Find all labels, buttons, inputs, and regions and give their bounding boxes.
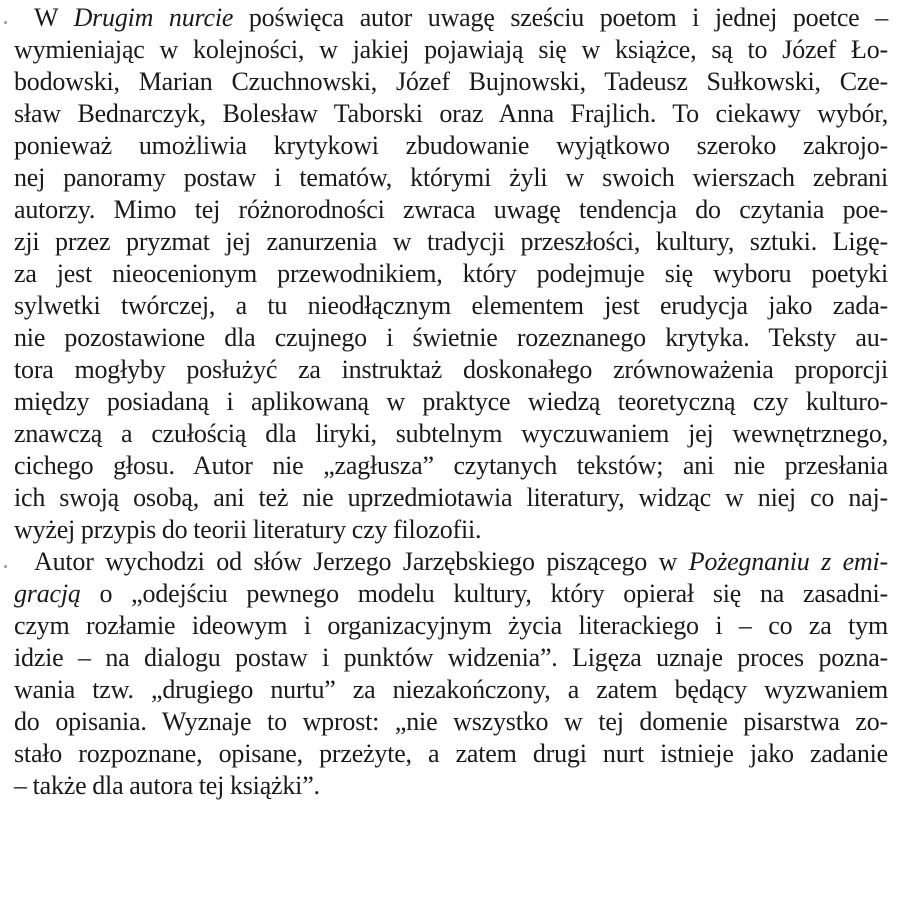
text-line: ich swoją osobą, ani też nie uprzedmiotawia literatury, widząc w niej co naj- [14, 483, 888, 512]
text-line: do opisania. Wyznaje to wprost: „nie wszystko w tej domenie pisarstwa zo- [14, 707, 888, 736]
text-span: o „odejściu pewnego modelu kultury, który opierał się na zasadni- [80, 579, 888, 608]
text-line: tora mogłyby posłużyć za instruktaż doskonałego zrównoważenia proporcji [14, 355, 888, 384]
text-line: – także dla autora tej książki”. [14, 771, 320, 800]
text-line: nej panoramy postaw i tematów, którymi żyli w swoich wierszach zebrani [14, 163, 888, 192]
margin-dot [4, 565, 7, 568]
text-line: stało rozpoznane, opisane, przeżyte, a zatem drugi nurt istnieje jako zadanie [14, 739, 888, 768]
text-line: idzie – na dialogu postaw i punktów widzenia”. Ligęza uznaje proces pozna- [14, 643, 888, 672]
text-line: sylwetki twórczej, a tu nieodłącznym elementem jest erudycja jako zada- [14, 291, 888, 320]
text-span: poświęca autor uwagę sześciu poetom i jednej poetce – [233, 3, 888, 32]
text-line: ponieważ umożliwia krytykowi zbudowanie wyjątkowo szeroko zakrojo- [14, 131, 888, 160]
paragraph [14, 546, 888, 802]
book-title: gracją [14, 579, 81, 608]
text-line: cichego głosu. Autor nie „zagłusza” czytanych tekstów; ani nie przesłania [14, 451, 888, 480]
text-line: autorzy. Mimo tej różnorodności zwraca uwagę tendencja do czytania poe- [14, 195, 888, 224]
text-line: sław Bednarczyk, Bolesław Taborski oraz Anna Frajlich. To ciekawy wybór, [14, 99, 888, 128]
text-line: wania tzw. „drugiego nurtu” za niezakończony, a zatem będący wyzwaniem [14, 675, 888, 704]
text-line: czym rozłamie ideowym i organizacyjnym życia literackiego i – co za tym [14, 611, 888, 640]
text-line: za jest nieocenionym przewodnikiem, który podejmuje się wyboru poetyki [14, 259, 888, 288]
text-line: bodowski, Marian Czuchnowski, Józef Bujnowski, Tadeusz Sułkowski, Cze- [14, 67, 888, 96]
text-line [14, 578, 888, 610]
book-title: Drugim nurcie [73, 3, 234, 32]
text-line: zji przez pryzmat jej zanurzenia w tradycji przeszłości, kultury, sztuki. Ligę- [14, 227, 888, 256]
text-line: wyżej przypis do teorii literatury czy filozofii. [14, 515, 482, 544]
text-line [14, 2, 888, 34]
margin-dot [4, 21, 7, 24]
text-line: wymieniając w kolejności, w jakiej pojawiają się w książce, są to Józef Ło- [14, 35, 888, 64]
text-line [14, 546, 888, 578]
text-span: Autor wychodzi od słów Jerzego Jarzębskiego piszącego w [34, 547, 689, 576]
text-line: nie pozostawione dla czujnego i świetnie rozeznanego krytyka. Teksty au- [14, 323, 888, 352]
paragraph [14, 2, 888, 546]
text-line: między posiadaną i aplikowaną w praktyce wiedzą teoretyczną czy kulturo- [14, 387, 888, 416]
text-span: W [34, 3, 74, 32]
book-title: Pożegnaniu z emi- [688, 547, 888, 576]
text-line: znawczą a czułością dla liryki, subtelnym wyczuwaniem jej wewnętrznego, [14, 419, 888, 448]
